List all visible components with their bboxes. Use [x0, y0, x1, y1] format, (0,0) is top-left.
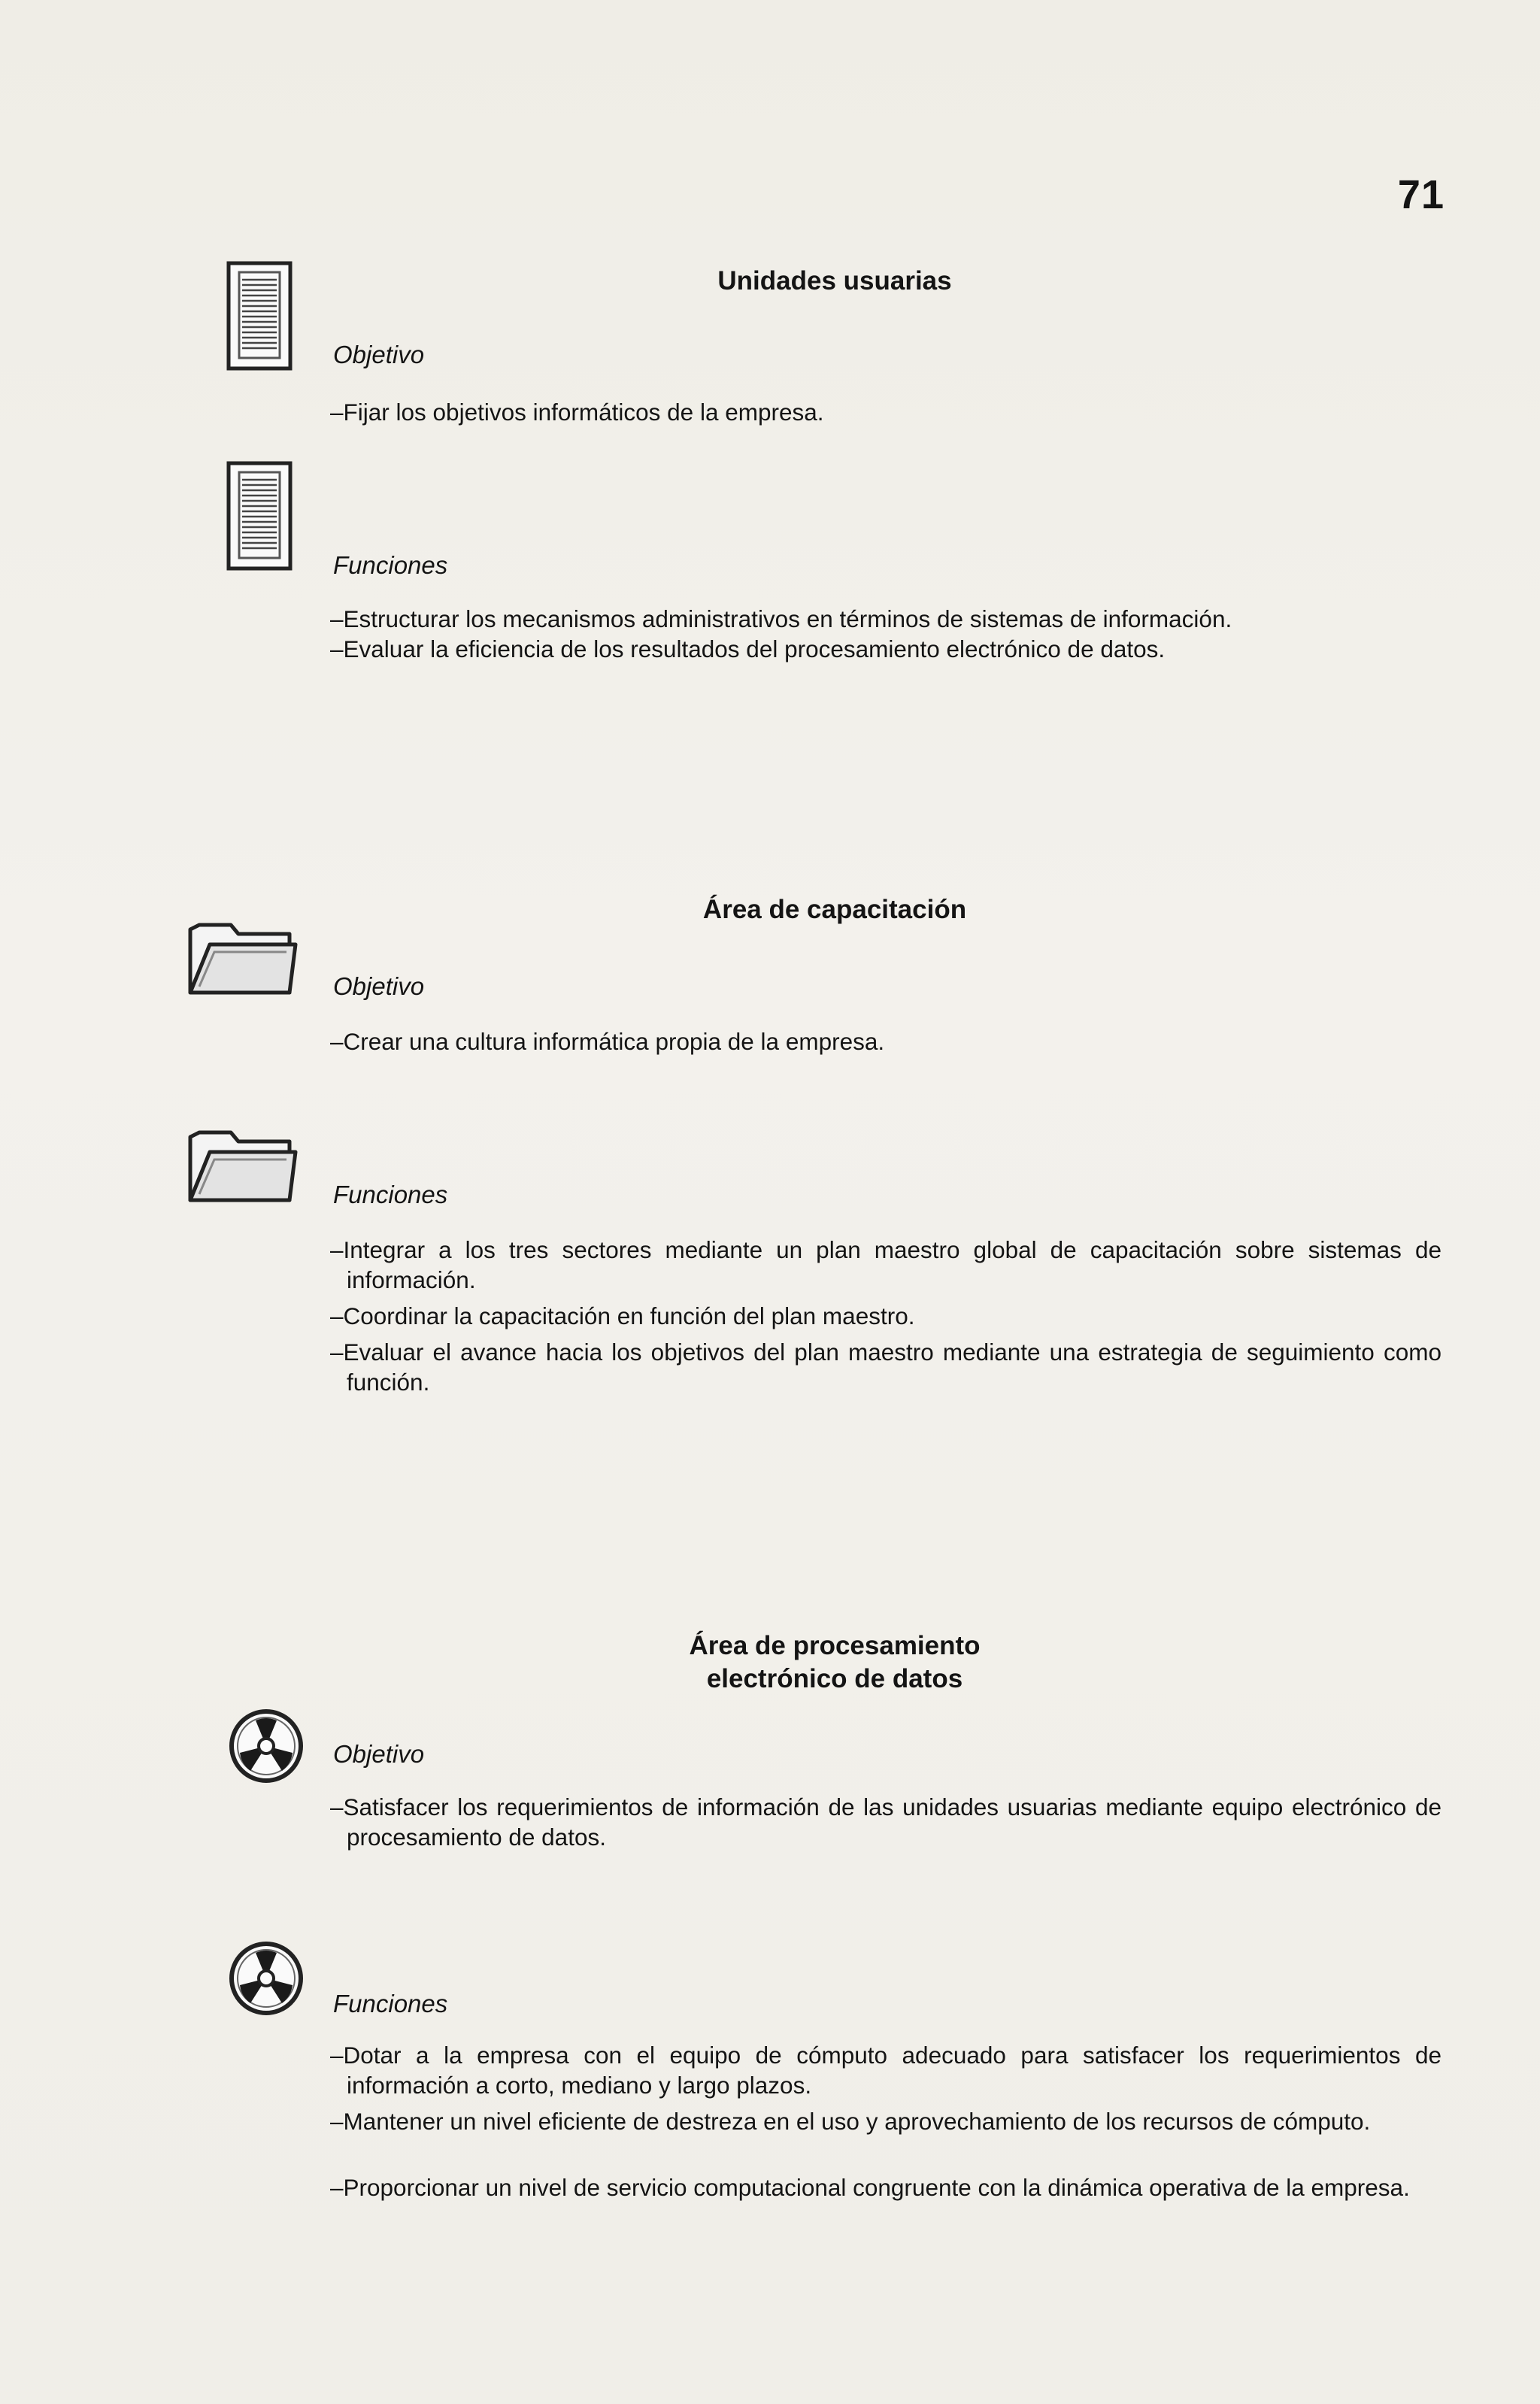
- funciones-item: –Coordinar la capacitación en función del plan maestro.: [330, 1302, 915, 1329]
- document-icon: [224, 260, 295, 373]
- objetivo-item: –Crear una cultura informática propia de la empresa.: [330, 1028, 885, 1055]
- funciones-item: –Evaluar la eficiencia de los resultados del procesamiento electrónico de datos.: [330, 635, 1166, 662]
- funciones-item: –Dotar a la empresa con el equipo de cómputo adecuado para satisfacer los requerimientos de información a corto, mediano y largo plazos.: [330, 2042, 1441, 2099]
- tape-reel-icon: [226, 1705, 307, 1787]
- section-title-line: electrónico de datos: [706, 1664, 963, 1693]
- funciones-item: –Evaluar el avance hacia los objetivos del plan maestro mediante una estrategia de seguimiento como función.: [330, 1338, 1441, 1396]
- funciones-item: –Estructurar los mecanismos administrativos en términos de sistemas de información.: [330, 605, 1232, 632]
- objetivo-label: Objetivo: [333, 1740, 425, 1768]
- funciones-item: –Integrar a los tres sectores mediante un plan maestro global de capacitación sobre sistemas de información.: [330, 1236, 1441, 1293]
- tape-reel-icon: [226, 1938, 307, 2019]
- page-number: 71: [1397, 172, 1445, 217]
- objetivo-item: –Fijar los objetivos informáticos de la empresa.: [330, 399, 824, 426]
- section-title-line: Área de procesamiento: [689, 1631, 981, 1660]
- folder-icon: [186, 911, 299, 1000]
- funciones-item: –Mantener un nivel eficiente de destreza en el uso y aprovechamiento de los recursos de cómputo.: [330, 2108, 1371, 2135]
- objetivo-item: –Satisfacer los requerimientos de información de las unidades usuarias mediante equipo electrónico de procesamiento de datos.: [330, 1793, 1441, 1851]
- funciones-label: Funciones: [333, 1990, 448, 2017]
- funciones-item: –Proporcionar un nivel de servicio computacional congruente con la dinámica operativa de la empresa.: [330, 2174, 1410, 2201]
- funciones-label: Funciones: [333, 551, 448, 579]
- section-title-unidades-usuarias: Unidades usuarias: [717, 266, 952, 296]
- folder-icon: [186, 1119, 299, 1208]
- objetivo-label: Objetivo: [333, 972, 425, 1000]
- document-icon: [224, 460, 295, 573]
- section-title-area-capacitacion: Área de capacitación: [702, 895, 967, 924]
- funciones-label: Funciones: [333, 1181, 448, 1208]
- section-title-area-procesamiento: [571, 1629, 1098, 1696]
- objetivo-label: Objetivo: [333, 341, 425, 368]
